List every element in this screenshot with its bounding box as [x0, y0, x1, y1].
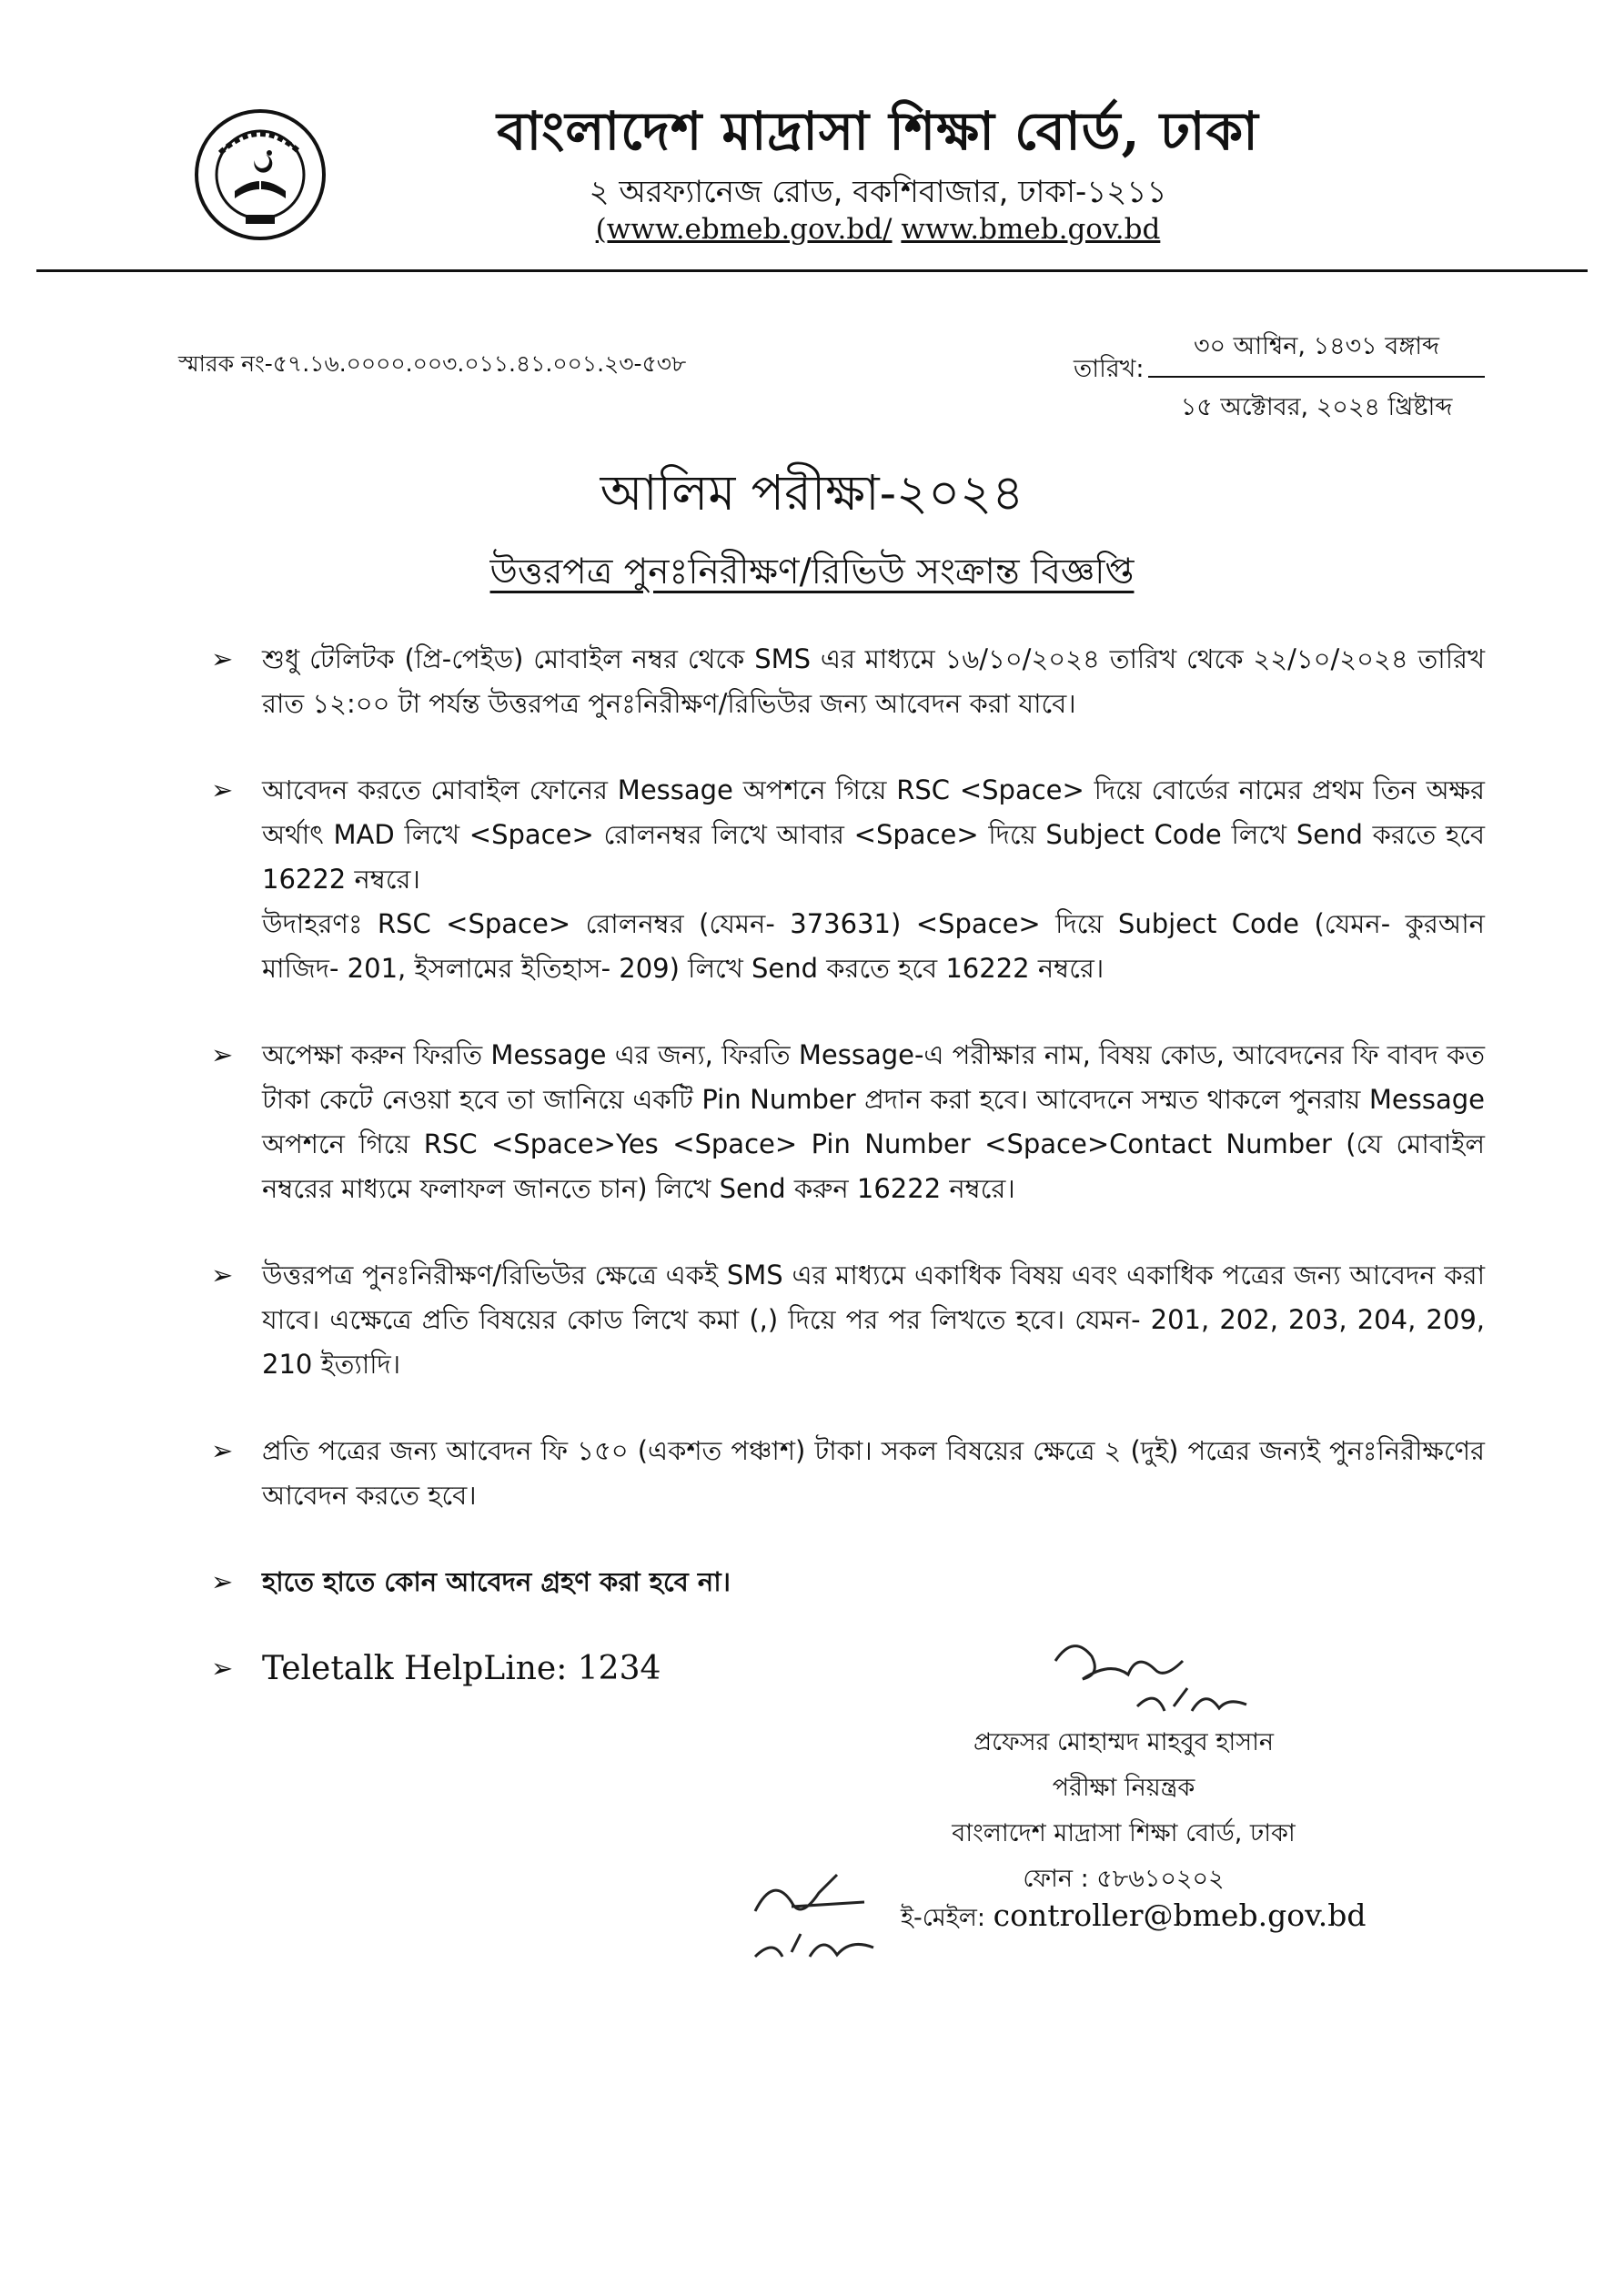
list-item [211, 768, 1485, 991]
signatory-block [928, 1720, 1319, 1902]
date-bangla: ৩০ আশ্বিন, ১৪৩১ বঙ্গাব্দ [1148, 328, 1485, 378]
handwritten-signature [1028, 1624, 1301, 1734]
signatory-email-line [901, 1898, 1367, 1940]
header-divider [36, 269, 1588, 272]
signatory-name: প্রফেসর মোহাম্মদ মাহবুব হাসান [973, 1728, 1275, 1756]
list-item [211, 1253, 1485, 1387]
list-item-text: অপেক্ষা করুন ফিরতি Message এর জন্য, ফিরতি Message-এ পরীক্ষার নাম, বিষয় কোড, আবেদনের ফি বাবদ কত টাকা কেটে নেওয়া হবে তা জানিয়ে একটি Pin Number প্রদান করা হবে। আবেদনে সম্মত থাকলে পুনরায় Message অপশনে গিয়ে RSC <Space>Yes <Space> Pin Number <Space>Contact Number (যে মোবাইল নম্বরের মাধ্যমে ফলাফল জানতে চান) লিখে Send করুন 16222 নম্বরে। [262, 1039, 1485, 1204]
helpline-text: Teletalk HelpLine: 1234 [262, 1650, 661, 1687]
list-item-text: আবেদন করতে মোবাইল ফোনের Message অপশনে গিয়ে RSC <Space> দিয়ে বোর্ডের নামের প্রথম তিন অক্ষর অর্থাৎ MAD লিখে <Space> রোলনম্বর লিখে আবার <Space> দিয়ে Subject Code লিখে Send করতে হবে 16222 নম্বরে। [262, 774, 1485, 895]
board-name-heading: বাংলাদেশ মাদ্রাসা শিক্ষা বোর্ড, ঢাকা [497, 100, 1259, 162]
notice-subtitle-text: উত্তরপত্র পুনঃনিরীক্ষণ/রিভিউ সংক্রান্ত বিজ্ঞপ্তি [489, 552, 1135, 592]
notice-title: আলিম পরীক্ষা-২০২৪ [600, 464, 1024, 521]
arrow-bullet-icon: ➢ [211, 774, 234, 805]
list-item [211, 1560, 1485, 1604]
board-websites [346, 213, 1410, 246]
date-gregorian: ১৫ অক্টোবর, ২০২৪ খ্রিষ্টাব্দ [1180, 393, 1453, 421]
list-item-text: শুধু টেলিটক (প্রি-পেইড) মোবাইল নম্বর থেকে SMS এর মাধ্যমে ১৬/১০/২০২৪ তারিখ থেকে ২২/১০/২০২৪ তারিখ রাত ১২:০০ টা পর্যন্ত উত্তরপত্র পুনঃনিরীক্ষণ/রিভিউর জন্য আবেদন করা যাবে। [262, 643, 1485, 719]
signatory-organization: বাংলাদেশ মাদ্রাসা শিক্ষা বোর্ড, ঢাকা [952, 1819, 1296, 1847]
list-item [211, 1429, 1485, 1518]
list-item-text: হাতে হাতে কোন আবেদন গ্রহণ করা হবে না। [262, 1566, 731, 1597]
list-item-example: উদাহরণঃ RSC <Space> রোলনম্বর (যেমন- 373631) <Space> দিয়ে Subject Code (যেমন- কুরআন মাজিদ- 201, ইসলামের ইতিহাস- 209) লিখে Send করতে হবে 16222 নম্বরে। [262, 908, 1485, 984]
list-item [211, 1033, 1485, 1211]
arrow-bullet-icon: ➢ [211, 1566, 234, 1597]
email-value[interactable]: controller@bmeb.gov.bd [993, 1898, 1367, 1933]
arrow-bullet-icon: ➢ [211, 1435, 234, 1466]
list-item [211, 637, 1485, 726]
notice-subtitle [0, 544, 1624, 603]
board-address: ২ অরফ্যানেজ রোড, বকশিবাজার, ঢাকা-১২১১ [589, 174, 1167, 210]
signatory-phone: ফোন : ৫৮৬১০২০২ [1023, 1865, 1225, 1893]
arrow-bullet-icon: ➢ [211, 643, 234, 674]
arrow-bullet-icon: ➢ [211, 1260, 234, 1290]
email-label: ই-মেইল: [901, 1904, 985, 1932]
date-label: তারিখ: [1074, 355, 1145, 383]
website-link-ebmeb[interactable]: (www.ebmeb.gov.bd/ [595, 213, 893, 246]
memo-reference: স্মারক নং-৫৭.১৬.০০০০.০০৩.০১১.৪১.০০১.২৩-৫৩৮ [178, 350, 687, 377]
arrow-bullet-icon: ➢ [211, 1039, 234, 1070]
list-item-text: উত্তরপত্র পুনঃনিরীক্ষণ/রিভিউর ক্ষেত্রে একই SMS এর মাধ্যমে একাধিক বিষয় এবং একাধিক পত্রের জন্য আবেদন করা যাবে। এক্ষেত্রে প্রতি বিষয়ের কোড লিখে কমা (,) দিয়ে পর পর লিখতে হবে। যেমন- 201, 202, 203, 204, 209, 210 ইত্যাদি। [262, 1260, 1485, 1380]
arrow-bullet-icon: ➢ [211, 1653, 234, 1684]
date-block [1148, 328, 1485, 430]
handwritten-initial [737, 1857, 919, 1975]
signatory-designation: পরীক্ষা নিয়ন্ত্রক [1052, 1774, 1195, 1802]
board-seal-logo [193, 107, 328, 242]
website-link-bmeb[interactable]: www.bmeb.gov.bd [901, 213, 1161, 246]
list-item-text: প্রতি পত্রের জন্য আবেদন ফি ১৫০ (একশত পঞ্চাশ) টাকা। সকল বিষয়ের ক্ষেত্রে ২ (দুই) পত্রের জন্যই পুনঃনিরীক্ষণের আবেদন করতে হবে। [262, 1435, 1485, 1511]
instructions-list [211, 637, 1485, 1733]
